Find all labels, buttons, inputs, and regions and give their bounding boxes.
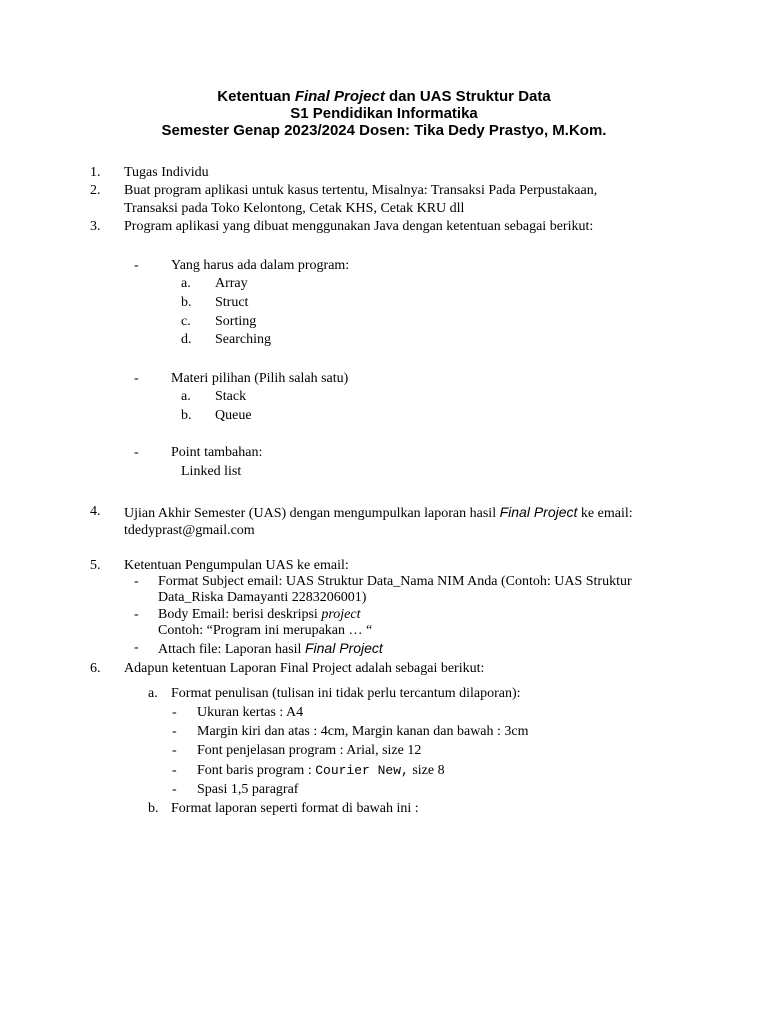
item-2-text-cont: Transaksi pada Toko Kelontong, Cetak KHS, Cetak KRU dll: [124, 201, 465, 216]
tambahan-value: Linked list: [181, 464, 242, 479]
item-4-text: Ujian Akhir Semester (UAS) dengan mengumpulkan laporan hasil Final Project ke email:: [124, 504, 633, 521]
pilihan-queue: Queue: [215, 408, 252, 423]
item-1-number: 1.: [90, 165, 101, 180]
wajib-struct: Struct: [215, 295, 249, 310]
item-6a-dash-4: -: [172, 763, 177, 778]
item-6-text: Adapun ketentuan Laporan Final Project adalah sebagai berikut:: [124, 661, 485, 676]
item-6a-margin: Margin kiri dan atas : 4cm, Margin kanan dan bawah : 3cm: [197, 724, 529, 739]
item-6a-spasi: Spasi 1,5 paragraf: [197, 782, 299, 797]
wajib-searching: Searching: [215, 332, 271, 347]
pilihan-letter-a: a.: [181, 389, 191, 404]
item-6a-font-penjelasan: Font penjelasan program : Arial, size 12: [197, 743, 422, 758]
tambahan-label: Point tambahan:: [171, 445, 263, 460]
item-6a-letter: a.: [148, 686, 158, 701]
wajib-letter-d: d.: [181, 332, 192, 347]
item-6a-dash-5: -: [172, 782, 177, 797]
item-5-body-example: Contoh: “Program ini merupakan … “: [158, 623, 373, 638]
item-5-body: Body Email: berisi deskripsi project: [158, 607, 361, 622]
item-6a-text: Format penulisan (tulisan ini tidak perlu tercantum dilaporan):: [171, 686, 521, 701]
item-6b-letter: b.: [148, 801, 159, 816]
pilihan-label: Materi pilihan (Pilih salah satu): [171, 371, 349, 386]
item-3-number: 3.: [90, 219, 101, 234]
item-5-subject-line1: Format Subject email: UAS Struktur Data_Nama NIM Anda (Contoh: UAS Struktur: [158, 574, 632, 589]
wajib-label: Yang harus ada dalam program:: [171, 258, 350, 273]
title-line-1: Ketentuan Final Project dan UAS Struktur Data: [217, 88, 551, 105]
item-5-dash-subject: -: [134, 574, 139, 589]
item-6b-text: Format laporan seperti format di bawah ini :: [171, 801, 419, 816]
wajib-sorting: Sorting: [215, 314, 257, 329]
wajib-array: Array: [215, 276, 248, 291]
title-line-3: Semester Genap 2023/2024 Dosen: Tika Dedy Prastyo, M.Kom.: [161, 122, 607, 139]
item-5-dash-body: -: [134, 607, 139, 622]
item-5-number: 5.: [90, 558, 101, 573]
item-4-number: 4.: [90, 504, 101, 519]
item-5-attach: Attach file: Laporan hasil Final Project: [158, 640, 383, 657]
pilihan-stack: Stack: [215, 389, 247, 404]
item-2-text: Buat program aplikasi untuk kasus tertentu, Misalnya: Transaksi Pada Perpustakaan,: [124, 183, 598, 198]
item-5-subject-line2: Data_Riska Damayanti 2283206001): [158, 590, 367, 605]
item-4-email: tdedyprast@gmail.com: [124, 523, 255, 538]
item-5-dash-attach: -: [134, 640, 139, 655]
pilihan-letter-b: b.: [181, 408, 192, 423]
item-6a-dash-2: -: [172, 724, 177, 739]
wajib-letter-c: c.: [181, 314, 191, 329]
item-5-text: Ketentuan Pengumpulan UAS ke email:: [124, 558, 349, 573]
wajib-dash: -: [134, 258, 139, 273]
item-1-text: Tugas Individu: [124, 165, 209, 180]
wajib-letter-a: a.: [181, 276, 191, 291]
item-6a-font-baris: Font baris program : Courier New, size 8: [197, 763, 445, 778]
item-6a-dash-1: -: [172, 705, 177, 720]
tambahan-dash: -: [134, 445, 139, 460]
item-6a-kertas: Ukuran kertas : A4: [197, 705, 304, 720]
pilihan-dash: -: [134, 371, 139, 386]
item-6a-dash-3: -: [172, 743, 177, 758]
wajib-letter-b: b.: [181, 295, 192, 310]
item-6-number: 6.: [90, 661, 101, 676]
title-line-2: S1 Pendidikan Informatika: [290, 105, 478, 122]
item-3-text: Program aplikasi yang dibuat menggunakan Java dengan ketentuan sebagai berikut:: [124, 219, 594, 234]
item-2-number: 2.: [90, 183, 101, 198]
